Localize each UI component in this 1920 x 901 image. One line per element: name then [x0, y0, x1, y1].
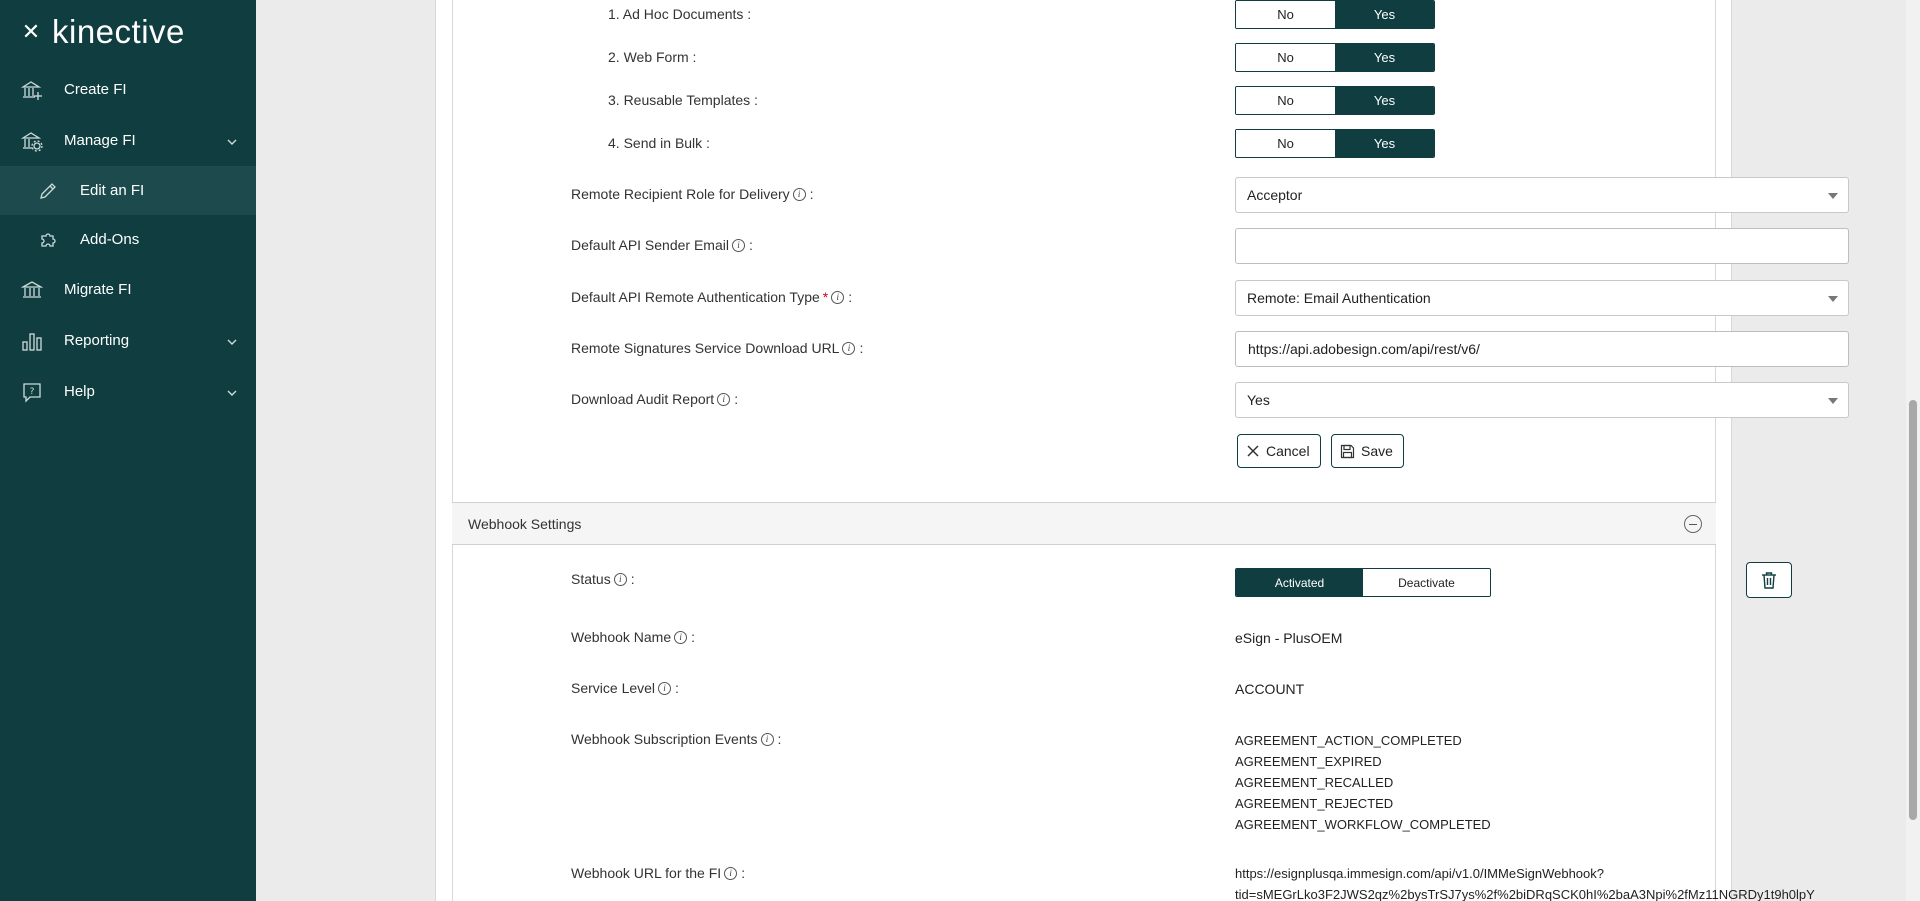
yes-option[interactable]: Yes — [1335, 87, 1434, 114]
webhook-url-line-1: https://esignplusqa.immesign.com/api/v1.0/IMMeSignWebhook? — [1235, 866, 1605, 881]
ad-hoc-documents-toggle[interactable] — [1235, 0, 1435, 29]
sidebar-item-label: Create FI — [64, 81, 127, 98]
save-icon — [1340, 444, 1355, 459]
no-option[interactable]: No — [1236, 1, 1335, 28]
sidebar-item-edit-fi[interactable] — [0, 166, 256, 215]
remote-role-select[interactable]: Acceptor — [1235, 177, 1849, 213]
svg-text:?: ? — [29, 386, 35, 397]
sidebar-item-migrate-fi[interactable] — [0, 264, 256, 315]
audit-report-select[interactable]: Yes — [1235, 382, 1849, 418]
web-form-label: 2. Web Form : — [608, 49, 697, 65]
no-option[interactable]: No — [1236, 87, 1335, 114]
caret-down-icon — [1828, 296, 1838, 302]
help-icon — [20, 380, 44, 404]
delete-webhook-button[interactable] — [1746, 562, 1792, 598]
scrollbar-thumb[interactable] — [1909, 400, 1917, 820]
webhook-status-toggle[interactable] — [1235, 568, 1491, 597]
bar-chart-icon — [20, 329, 44, 353]
info-icon[interactable]: i — [732, 239, 745, 252]
sidebar-item-add-ons[interactable] — [0, 215, 256, 264]
bank-add-icon — [20, 78, 44, 102]
info-icon[interactable]: i — [831, 291, 844, 304]
sidebar-item-label: Migrate FI — [64, 281, 132, 298]
puzzle-icon — [36, 228, 60, 252]
list-item: AGREEMENT_REJECTED — [1235, 796, 1394, 811]
ad-hoc-documents-label: 1. Ad Hoc Documents : — [608, 6, 752, 22]
sidebar-item-label: Edit an FI — [80, 182, 145, 199]
sidebar-item-label: Help — [64, 383, 95, 400]
close-icon — [1246, 444, 1260, 458]
subscription-events-label: Webhook Subscription Events i : — [571, 731, 782, 747]
service-level-label: Service Level i : — [571, 680, 679, 696]
info-icon[interactable]: i — [793, 188, 806, 201]
no-option[interactable]: No — [1236, 44, 1335, 71]
api-sender-email-input[interactable] — [1235, 228, 1849, 264]
list-item: AGREEMENT_ACTION_COMPLETED — [1235, 733, 1462, 748]
info-icon[interactable]: i — [614, 573, 627, 586]
save-button[interactable]: Save — [1331, 434, 1404, 468]
sidebar-item-label: Reporting — [64, 332, 130, 349]
remote-role-label: Remote Recipient Role for Delivery i : — [571, 186, 814, 202]
audit-report-label: Download Audit Report i : — [571, 391, 739, 407]
send-in-bulk-label: 4. Send in Bulk : — [608, 135, 710, 151]
web-form-toggle[interactable] — [1235, 43, 1435, 72]
reusable-templates-toggle[interactable] — [1235, 86, 1435, 115]
required-mark: * — [822, 289, 829, 305]
no-option[interactable]: No — [1236, 130, 1335, 157]
yes-option[interactable]: Yes — [1335, 130, 1434, 157]
sidebar-item-label: Add-Ons — [80, 231, 140, 248]
chevron-down-icon — [226, 335, 238, 352]
list-item: AGREEMENT_EXPIRED — [1235, 754, 1382, 769]
send-in-bulk-toggle[interactable] — [1235, 129, 1435, 158]
sidebar-item-manage-fi[interactable] — [0, 115, 256, 166]
brand-bar — [0, 0, 256, 64]
list-item: AGREEMENT_WORKFLOW_COMPLETED — [1235, 817, 1491, 832]
chevron-down-icon — [226, 386, 238, 403]
info-icon[interactable]: i — [658, 682, 671, 695]
sidebar-item-create-fi[interactable] — [0, 64, 256, 115]
chevron-down-icon — [226, 135, 238, 152]
yes-option[interactable]: Yes — [1335, 1, 1434, 28]
brand-logo: kinective — [52, 13, 185, 50]
list-item: AGREEMENT_RECALLED — [1235, 775, 1394, 790]
info-icon[interactable]: i — [761, 733, 774, 746]
api-sender-email-label: Default API Sender Email i : — [571, 237, 753, 253]
webhook-name-label: Webhook Name i : — [571, 629, 696, 645]
caret-down-icon — [1828, 398, 1838, 404]
webhook-url-label: Webhook URL for the FI i : — [571, 865, 746, 881]
trash-icon — [1761, 571, 1777, 589]
sidebar-item-reporting[interactable] — [0, 315, 256, 366]
main-content — [256, 0, 1906, 901]
info-icon[interactable]: i — [717, 393, 730, 406]
webhook-settings-header[interactable] — [452, 502, 1716, 545]
info-icon[interactable]: i — [674, 631, 687, 644]
download-url-input[interactable]: https://api.adobesign.com/api/rest/v6/ — [1235, 331, 1849, 367]
pencil-icon — [36, 179, 60, 203]
status-label: Status i : — [571, 571, 635, 587]
activated-option[interactable]: Activated — [1236, 569, 1363, 596]
deactivate-option[interactable]: Deactivate — [1363, 569, 1490, 596]
auth-type-label: Default API Remote Authentication Type * i : — [571, 289, 853, 305]
download-url-label: Remote Signatures Service Download URL i : — [571, 340, 864, 356]
webhook-url-line-2: tid=sMEGrLko3F2JWS2qz%2bysTrSJ7ys%2f%2biDRqSCK0hI%2baA3Npi%2fMz11NGRDy1t9h0lpY — [1235, 887, 1815, 901]
collapse-icon[interactable] — [1684, 515, 1702, 533]
close-icon[interactable]: ✕ — [21, 19, 41, 44]
info-icon[interactable]: i — [724, 867, 737, 880]
auth-type-select[interactable]: Remote: Email Authentication — [1235, 280, 1849, 316]
service-level-value: ACCOUNT — [1235, 681, 1305, 697]
sidebar — [0, 0, 256, 901]
section-title: Webhook Settings — [468, 515, 582, 532]
page-scrollbar[interactable] — [1906, 0, 1920, 901]
subscription-events-list — [1235, 730, 1491, 835]
webhook-name-value: eSign - PlusOEM — [1235, 630, 1343, 646]
bank-settings-icon — [20, 129, 44, 153]
reusable-templates-label: 3. Reusable Templates : — [608, 92, 758, 108]
sidebar-item-label: Manage FI — [64, 132, 136, 149]
yes-option[interactable]: Yes — [1335, 44, 1434, 71]
bank-migrate-icon — [20, 278, 44, 302]
caret-down-icon — [1828, 193, 1838, 199]
info-icon[interactable]: i — [842, 342, 855, 355]
cancel-button[interactable]: Cancel — [1237, 434, 1321, 468]
sidebar-item-help[interactable] — [0, 366, 256, 417]
